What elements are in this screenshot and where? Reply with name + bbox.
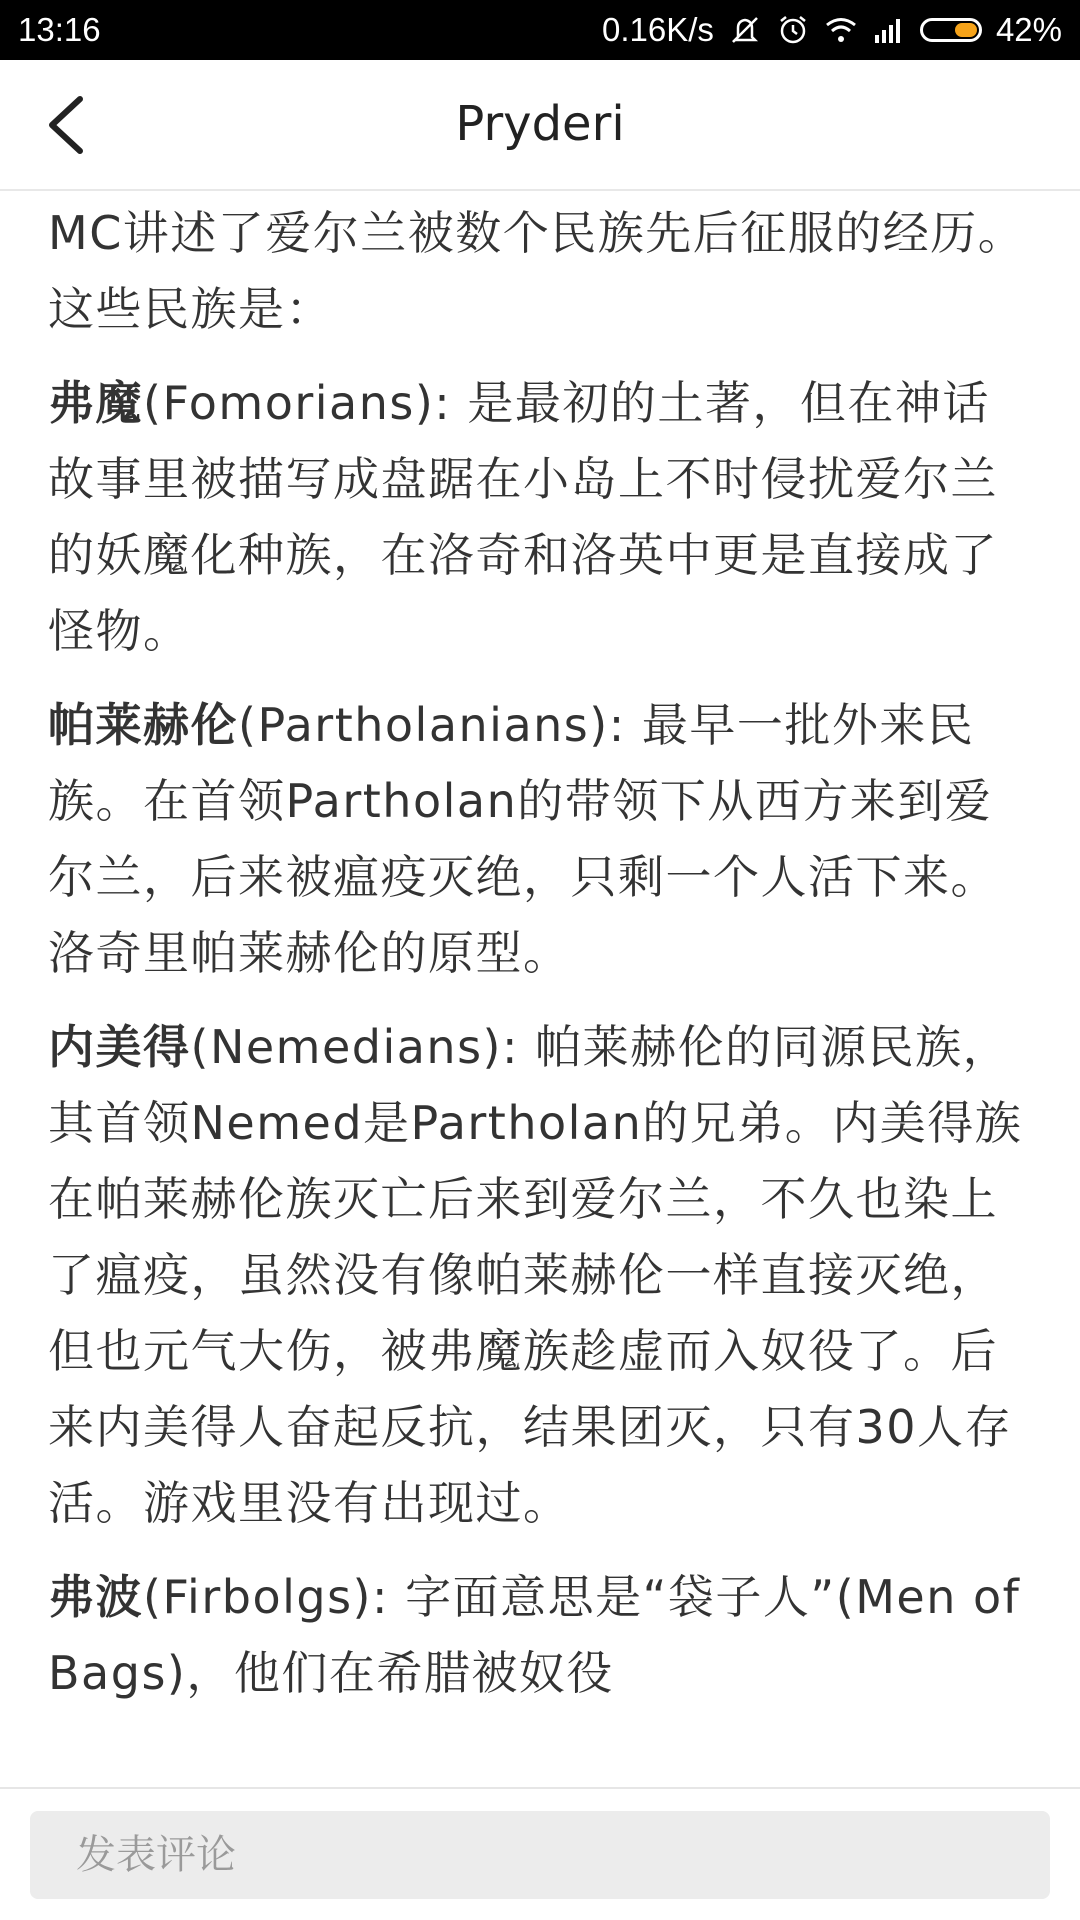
battery-icon — [920, 18, 982, 42]
article-entry-nemedians — [48, 1009, 1032, 1541]
entry-text: (Firbolgs): 字面意思是“袋子人”(Men of Bags)，他们在希腊被奴役 — [48, 1570, 1021, 1700]
article-entry-partholanians — [48, 687, 1032, 991]
alarm-icon — [776, 13, 810, 47]
chevron-left-icon — [44, 95, 88, 155]
article-content[interactable] — [0, 191, 1080, 1787]
entry-term: 弗魔 — [48, 376, 143, 430]
app-header — [0, 60, 1080, 191]
article-entry-fomorians — [48, 365, 1032, 669]
status-right-group — [588, 10, 1062, 50]
entry-text: (Fomorians): 是最初的土著，但在神话故事里被描写成盘踞在小岛上不时侵扰爱尔兰的妖魔化种族，在洛奇和洛英中更是直接成了怪物。 — [48, 376, 998, 658]
mute-icon — [728, 13, 762, 47]
entry-term: 内美得 — [48, 1020, 191, 1074]
comment-input[interactable]: 发表评论 — [30, 1811, 1050, 1899]
battery-level-fill — [955, 23, 977, 37]
wifi-icon — [824, 13, 858, 47]
entry-text: (Partholanians): 最早一批外来民族。在首领Partholan的带领下从西方来到爱尔兰，后来被瘟疫灭绝，只剩一个人活下来。洛奇里帕莱赫伦的原型。 — [48, 698, 998, 980]
page-title: Pryderi — [455, 96, 625, 152]
status-bar — [0, 0, 1080, 60]
article-intro: MC讲述了爱尔兰被数个民族先后征服的经历。这些民族是： — [48, 206, 1026, 336]
back-button[interactable] — [28, 87, 104, 163]
battery-percent: 42% — [995, 11, 1062, 48]
entry-term: 帕莱赫伦 — [48, 698, 238, 752]
entry-term: 弗波 — [48, 1570, 143, 1624]
comment-bar — [0, 1787, 1080, 1920]
article-entry-firbolgs — [48, 1559, 1032, 1711]
signal-icon — [872, 13, 906, 47]
status-time: 13:16 — [18, 11, 101, 48]
network-speed: 0.16K/s — [602, 11, 714, 48]
article-body — [0, 195, 1080, 1711]
entry-text: (Nemedians): 帕莱赫伦的同源民族，其首领Nemed是Partholan的兄弟。内美得族在帕莱赫伦族灭亡后来到爱尔兰，不久也染上了瘟疫，虽然没有像帕莱赫伦一样直接灭绝，但也元气大伤，被弗魔族趁虚而入奴役了。后来内美得人奋起反抗，结果团灭，只有30人存活。游戏里没有出现过。 — [48, 1020, 1023, 1530]
